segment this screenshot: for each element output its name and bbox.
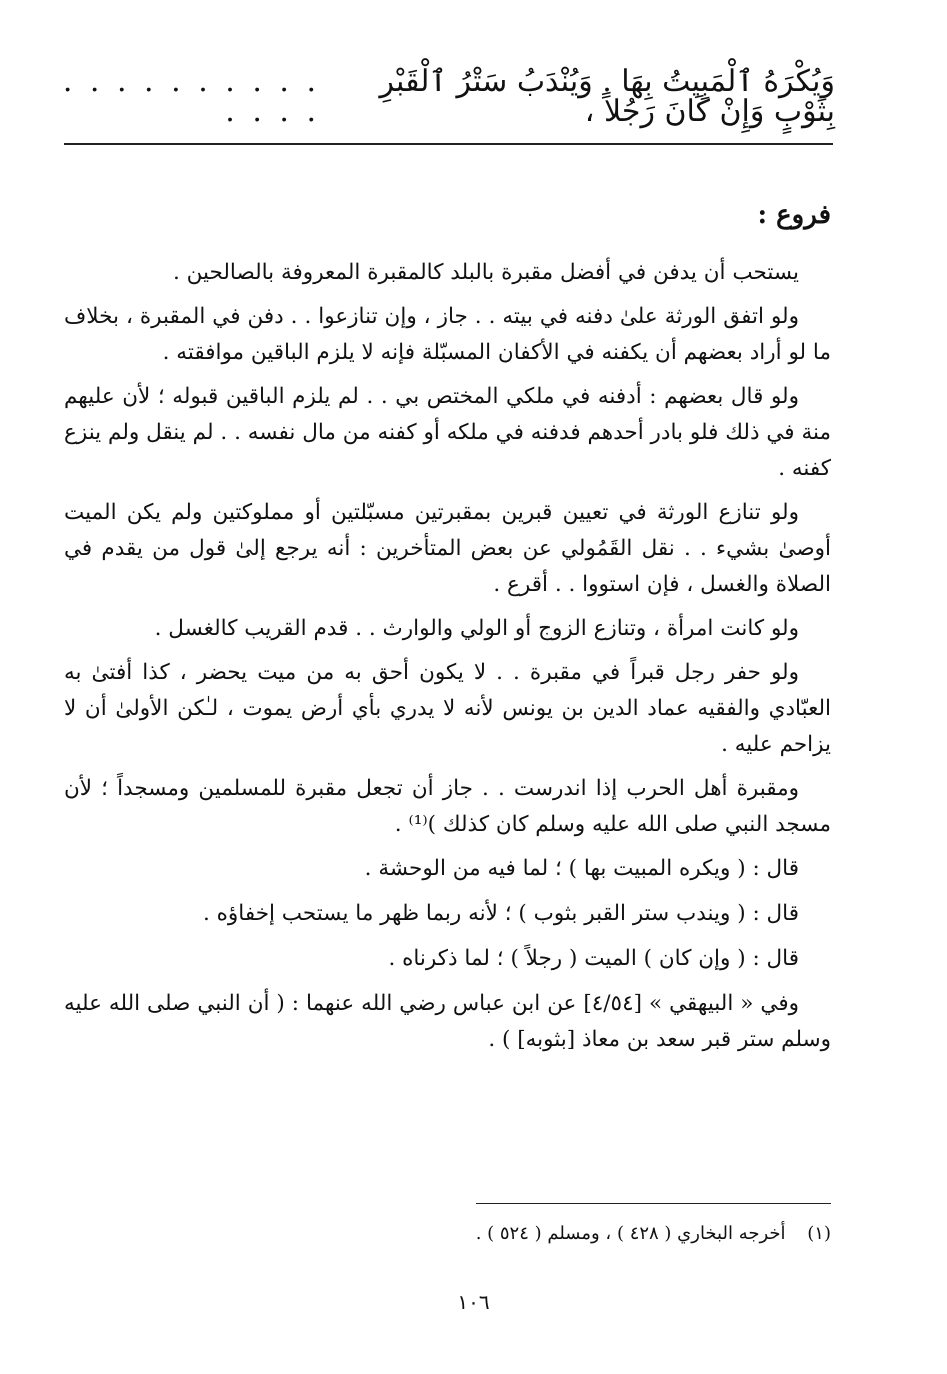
- header-dots: . . . . . . . . . . . . . .: [62, 64, 321, 129]
- paragraph: ولو كانت امرأة ، وتنازع الزوج أو الولي والوارث . . قدم القريب كالغسل .: [154, 616, 799, 641]
- quote-paragraph: قال : ( ويندب ستر القبر بثوب ) ؛ لأنه ربما ظهر ما يستحب إخفاؤه .: [202, 901, 799, 926]
- paragraph: ولو اتفق الورثة علىٰ دفنه في بيته . . جاز ، وإن تنازعوا . . دفن في المقبرة ، بخلاف ما لو أراد بعضهم أن يكفنه في الأكفان المسبّلة فإنه لا يلزم الباقين موافقته .: [64, 304, 831, 365]
- page-number: ١٠٦: [457, 1290, 490, 1314]
- paragraph: ومقبرة أهل الحرب إذا اندرست . . جاز أن تجعل مقبرة للمسلمين ومسجداً ؛ لأن مسجد النبي صلى الله عليه وسلم كان كذلك )⁽¹⁾ .: [64, 776, 831, 837]
- quote-paragraph: قال : ( وإن كان ) الميت ( رجلاً ) ؛ لما ذكرناه .: [388, 946, 799, 971]
- header-rule: [64, 143, 833, 145]
- footnote-text: أخرجه البخاري ( ٤٢٨ ) ، ومسلم ( ٥٢٤ ) .: [475, 1223, 786, 1244]
- paragraph: يستحب أن يدفن في أفضل مقبرة بالبلد كالمقبرة المعروفة بالصالحين .: [172, 260, 799, 285]
- body-text: [64, 255, 831, 1066]
- section-heading: فروع :: [757, 200, 831, 230]
- quote-paragraph: قال : ( ويكره المبيت بها ) ؛ لما فيه من الوحشة .: [364, 856, 799, 881]
- paragraph: وفي « البيهقي » [٤/٥٤] عن ابن عباس رضي الله عنهما : ( أن النبي صلى الله عليه وسلم ستر قبر سعد بن معاذ [بثوبه] ) .: [64, 991, 831, 1052]
- page-header: [62, 62, 835, 132]
- footnote-rule: [476, 1203, 831, 1204]
- paragraph: ولو حفر رجل قبراً في مقبرة . . لا يكون أحق به من ميت يحضر ، كذا أفتىٰ به العبّادي والفقيه عماد الدين بن يونس لأنه لا يدري بأي أرض يموت ، لـٰكن الأولىٰ أن لا يزاحم عليه .: [64, 660, 831, 757]
- paragraph: ولو تنازع الورثة في تعيين قبرين بمقبرتين مسبّلتين أو مملوكتين ولم يكن الميت أوصىٰ بشيء . . نقل القَمُولي عن بعض المتأخرين : أنه يرجع إلىٰ قول من يقدم في الصلاة والغسل ، فإن استووا . . أقرع .: [64, 500, 831, 597]
- header-verse: وَيُكْرَهُ ٱلْمَبِيتُ بِهَا . وَيُنْدَبُ سَتْرُ ٱلْقَبْرِ بِثَوْبٍ وَإِنْ كَانَ رَجُلاً ،: [379, 64, 835, 129]
- footnote: [131, 1220, 831, 1248]
- paragraph: ولو قال بعضهم : أدفنه في ملكي المختص بي . . لم يلزم الباقين قبوله ؛ لأن عليهم منة في ذلك فلو بادر أحدهم فدفنه في ملكه أو كفنه من مال نفسه . . لم ينقل ولم ينزع كفنه .: [64, 384, 831, 481]
- footnote-number: (١): [807, 1223, 831, 1244]
